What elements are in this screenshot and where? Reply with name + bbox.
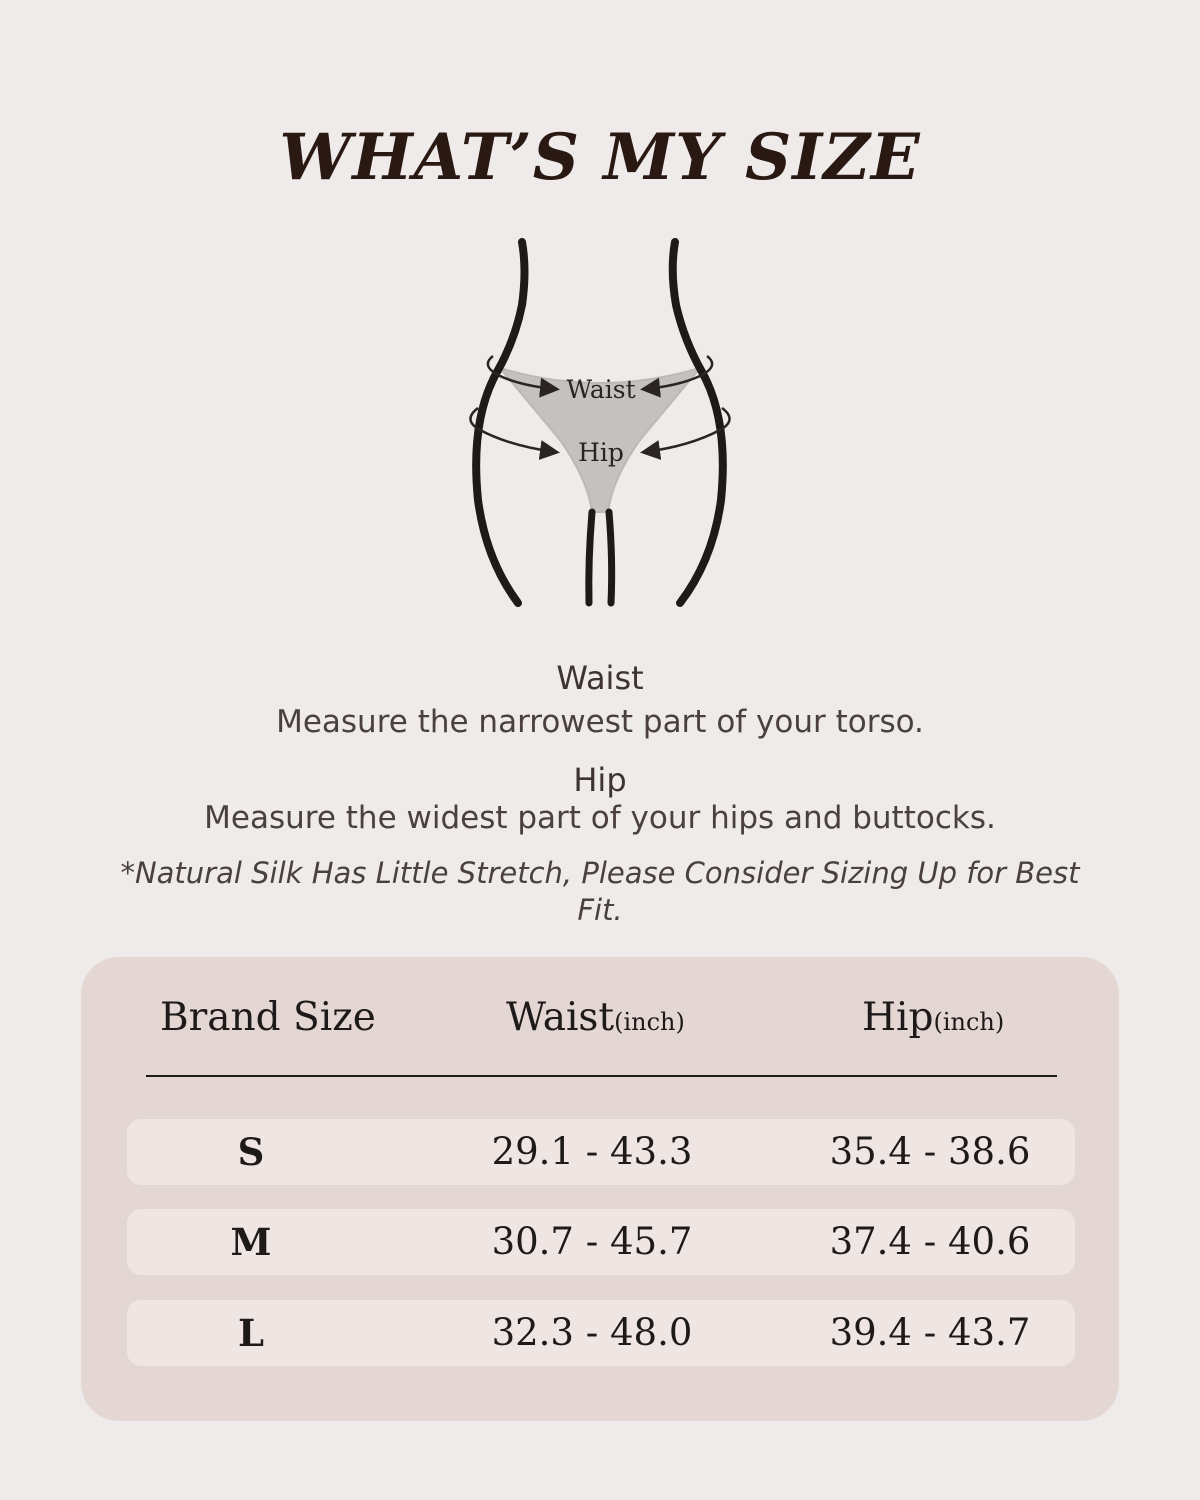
hip-cell: 39.4 - 43.7 xyxy=(829,1311,1031,1354)
size-cell: L xyxy=(237,1311,264,1355)
hip-cell: 35.4 - 38.6 xyxy=(829,1130,1031,1173)
fit-note: *Natural Silk Has Little Stretch, Please Consider Sizing Up for Best Fit. xyxy=(120,856,1080,927)
waist-instruction: Measure the narrowest part of your torso. xyxy=(276,704,924,740)
size-cell: S xyxy=(237,1130,265,1174)
table-row xyxy=(127,1300,1075,1366)
body-measurement-illustration xyxy=(440,230,760,620)
waist-heading: Waist xyxy=(556,659,644,697)
header-brand-size: Brand Size xyxy=(160,995,376,1040)
table-row xyxy=(127,1119,1075,1185)
figure-hip-label: Hip xyxy=(578,438,624,467)
hip-heading: Hip xyxy=(573,761,627,799)
size-cell: M xyxy=(230,1220,272,1264)
table-row xyxy=(127,1209,1075,1275)
header-waist-label: Waist xyxy=(506,995,615,1040)
header-waist xyxy=(506,990,685,1050)
waist-cell: 32.3 - 48.0 xyxy=(491,1311,693,1354)
header-hip xyxy=(862,990,1004,1050)
header-waist-unit: (inch) xyxy=(614,1008,685,1036)
header-hip-label: Hip xyxy=(862,995,934,1040)
hip-instruction: Measure the widest part of your hips and buttocks. xyxy=(204,800,996,836)
body-outline-inner xyxy=(589,512,612,603)
waist-cell: 30.7 - 45.7 xyxy=(491,1220,693,1263)
header-hip-unit: (inch) xyxy=(933,1008,1005,1036)
header-divider xyxy=(146,1075,1057,1077)
hip-cell: 37.4 - 40.6 xyxy=(829,1220,1031,1263)
page-title: WHAT’S MY SIZE xyxy=(279,120,921,195)
figure-waist-label: Waist xyxy=(566,375,636,404)
body-outline-right xyxy=(673,242,723,603)
waist-cell: 29.1 - 43.3 xyxy=(491,1130,693,1173)
body-outline-left xyxy=(476,242,524,603)
